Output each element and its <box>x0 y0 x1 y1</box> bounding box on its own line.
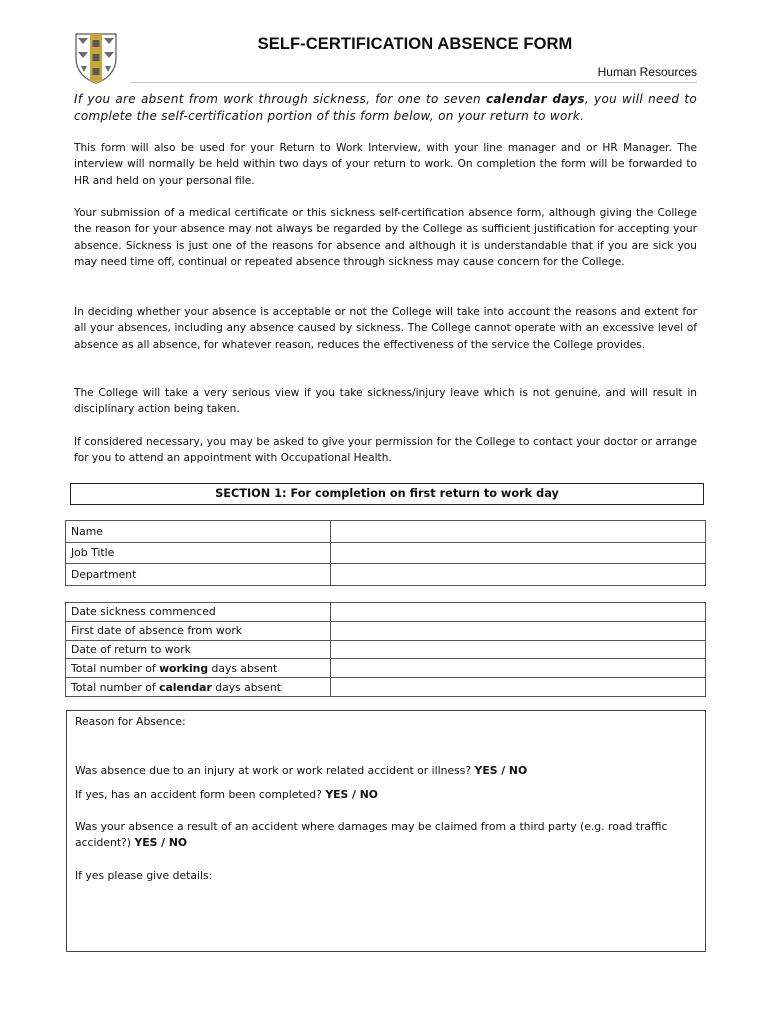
name-field[interactable] <box>331 521 706 543</box>
job-title-label: Job Title <box>66 542 331 564</box>
injury-at-work-question: Was absence due to an injury at work or work related accident or illness? YES / NO <box>75 764 528 777</box>
third-party-question: Was your absence a result of an accident where damages may be claimed from a third party (e.g. road traffic accident?) YES / NO <box>75 820 668 850</box>
header-divider <box>130 82 697 83</box>
paragraph-occupational-health: If considered necessary, you may be asked to give your permission for the College to contact your doctor or arrange for you to attend an appointment with Occupational Health. <box>74 436 697 465</box>
department-label: Human Resources <box>597 65 697 79</box>
table-row <box>66 659 706 678</box>
paragraph-disciplinary: The College will take a very serious view if you take sickness/injury leave which is not genuine, and will result in disciplinary action being taken. <box>74 387 697 416</box>
accident-form-answer[interactable]: YES / NO <box>325 788 378 801</box>
third-party-answer[interactable]: YES / NO <box>134 836 188 850</box>
table-row <box>66 640 706 659</box>
paragraph-medical-certificate: Your submission of a medical certificate or this sickness self-certification absence form, although giving the College the reason for your absence may not always be regarded by the College as sufficient justification for accepting your absence. Sickness is just one of the reasons for absence and although it is understandable that if you are sick you may need time off, continual or repeated absence through sickness may cause concern for the College. <box>74 207 697 269</box>
working-days-absent-field[interactable] <box>331 659 706 678</box>
first-date-absence-field[interactable] <box>331 621 706 640</box>
injury-at-work-answer[interactable]: YES / NO <box>474 764 528 777</box>
reason-label: Reason for Absence: <box>75 715 186 728</box>
department-field[interactable] <box>331 564 706 586</box>
table-row <box>66 542 706 564</box>
personal-details-table <box>65 520 706 586</box>
intro-paragraph: If you are absent from work through sickness, for one to seven calendar days, you will need to complete the self-certification portion of this form below, on your return to work. <box>74 92 697 123</box>
table-row <box>66 603 706 622</box>
form-title: SELF-CERTIFICATION ABSENCE FORM <box>257 35 573 53</box>
table-row <box>66 564 706 586</box>
calendar-days-absent-field[interactable] <box>331 678 706 697</box>
calendar-days-absent-label: Total number of calendar days absent <box>66 678 331 697</box>
date-return-field[interactable] <box>331 640 706 659</box>
job-title-field[interactable] <box>331 542 706 564</box>
table-row <box>66 678 706 697</box>
table-row <box>66 521 706 543</box>
date-sickness-commenced-field[interactable] <box>331 603 706 622</box>
section-1-heading: SECTION 1: For completion on first return to work day <box>70 483 704 505</box>
intro-emphasis: calendar days <box>485 92 585 106</box>
first-date-absence-label: First date of absence from work <box>66 621 331 640</box>
reason-for-absence-box[interactable] <box>66 710 706 952</box>
working-days-absent-label: Total number of working days absent <box>66 659 331 678</box>
details-label: If yes please give details: <box>75 869 213 882</box>
department-field-label: Department <box>66 564 331 586</box>
college-crest-logo <box>72 30 120 84</box>
date-return-label: Date of return to work <box>66 640 331 659</box>
absence-dates-table <box>65 602 706 697</box>
paragraph-return-interview: This form will also be used for your Return to Work Interview, with your line manager and or HR Manager. The interview will normally be held within two days of your return to work. On completion the form will be forwarded to HR and held on your personal file. <box>74 142 697 187</box>
date-sickness-commenced-label: Date sickness commenced <box>66 603 331 622</box>
table-row <box>66 621 706 640</box>
paragraph-acceptability: In deciding whether your absence is acceptable or not the College will take into account the reasons and extent for all your absences, including any absence caused by sickness. The College cannot operate with an excessive level of absence as all absence, for whatever reason, reduces the effectiveness of the service the College provides. <box>74 306 697 351</box>
accident-form-question: If yes, has an accident form been completed? YES / NO <box>75 788 378 801</box>
name-label: Name <box>66 521 331 543</box>
